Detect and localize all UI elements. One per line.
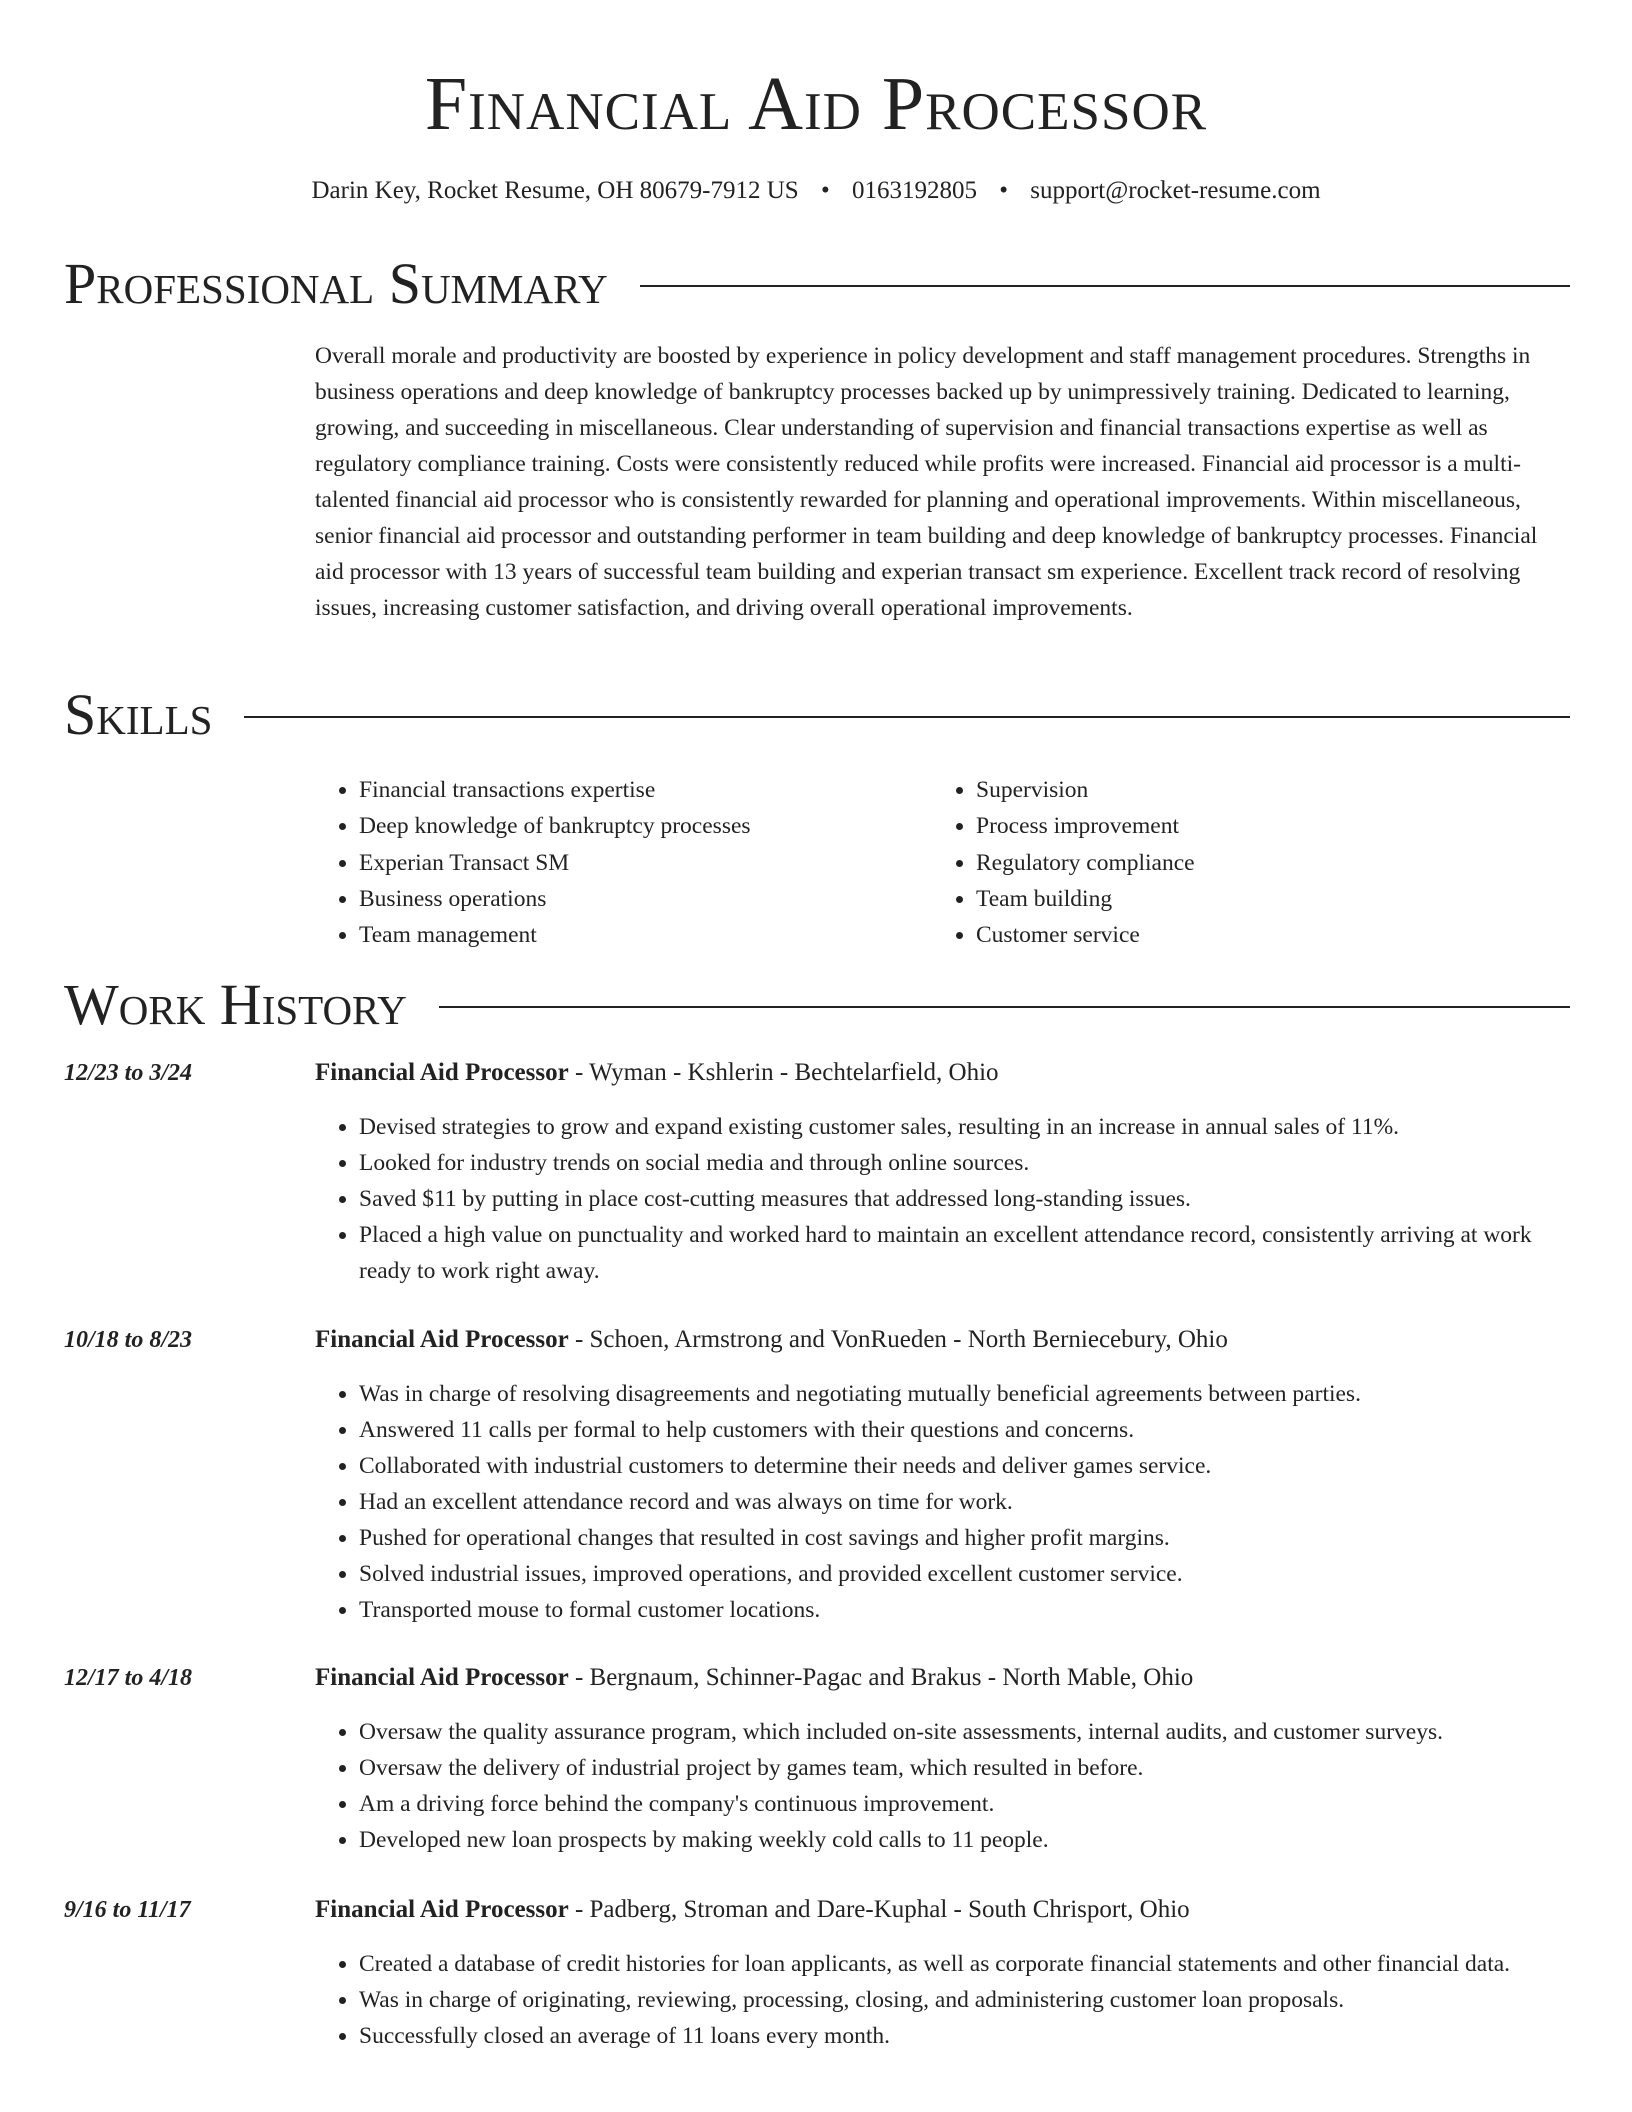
summary-text: Overall morale and productivity are boosted by experience in policy development and staff management procedures. Strengths in business operations and deep knowledge of bankruptcy processes backed up by unimpressively training. Dedicated to learning, growing, and succeeding in miscellaneous. Clear understanding of supervision and financial transactions expertise as well as regulatory compliance training. Costs were consistently reduced while profits were increased. Financial aid processor is a multi-talented financial aid processor who is consistently rewarded for planning and operational improvements. Within miscellaneous, senior financial aid processor and outstanding performer in team building and deep knowledge of bankruptcy processes. Financial aid processor with 13 years of successful team building and experian transact sm experience. Excellent track record of resolving issues, increasing customer satisfaction, and driving overall operational improvements. [315,343,1538,621]
skill-item: • Team building [976,881,1549,917]
work-bullet: • Devised strategies to grow and expand existing customer sales, resulting in an increase in annual sales of 11%. [359,1109,1570,1145]
skills-column-left [315,772,932,953]
work-bullet: • Developed new loan prospects by making weekly cold calls to 11 people. [359,1822,1570,1858]
skills-list [315,772,1570,953]
contact-separator: • [820,177,830,204]
summary-heading: Professional Summary [64,251,608,316]
work-bullet: • Answered 11 calls per formal to help customers with their questions and concerns. [359,1412,1570,1448]
work-bullet: • Was in charge of resolving disagreements and negotiating mutually beneficial agreements between parties. [359,1376,1570,1412]
work-history-section-header [64,972,1570,1038]
work-bullet: • Oversaw the quality assurance program, which included on-site assessments, internal audits, and customer surveys. [359,1714,1570,1750]
work-dates: 10/18 to 8/23 [64,1327,193,1353]
section-divider [640,285,1570,287]
work-dates: 12/17 to 4/18 [64,1665,193,1691]
work-bullet: • Oversaw the delivery of industrial project by games team, which resulted in before. [359,1750,1570,1786]
skill-item: • Regulatory compliance [976,845,1549,881]
contact-line [0,174,1632,208]
work-dates: 9/16 to 11/17 [64,1897,191,1923]
skill-item: • Experian Transact SM [359,845,932,881]
skills-section-header [64,682,1570,748]
work-heading [315,1660,1193,1696]
work-employer: - Schoen, Armstrong and VonRueden - North Berniecebury, Ohio [568,1326,1228,1353]
work-bullets [315,1109,1570,1289]
resume-name-title: Financial Aid Processor [424,62,1208,146]
work-bullet: • Pushed for operational changes that resulted in cost savings and higher profit margins. [359,1520,1570,1556]
section-divider [244,716,1570,718]
work-bullet: • Am a driving force behind the company's continuous improvement. [359,1786,1570,1822]
work-bullets [315,1946,1570,2054]
skills-heading: Skills [64,682,213,747]
skill-item: • Supervision [976,772,1549,808]
work-employer: - Padberg, Stroman and Dare-Kuphal - South Chrisport, Ohio [568,1896,1190,1923]
work-history-heading: Work History [64,972,407,1037]
skill-item: • Business operations [359,881,932,917]
work-heading [315,1322,1228,1358]
skill-item: • Customer service [976,917,1549,953]
work-heading [315,1055,999,1091]
section-divider [439,1006,1570,1008]
contact-email: support@rocket-resume.com [1030,177,1321,204]
work-bullets [315,1376,1570,1628]
work-title: Financial Aid Processor [315,1896,569,1923]
work-dates: 12/23 to 3/24 [64,1060,193,1086]
skill-item: • Process improvement [976,808,1549,844]
contact-phone: 0163192805 [851,177,977,204]
work-bullet: • Created a database of credit histories for loan applicants, as well as corporate financial statements and other financial data. [359,1946,1570,1982]
work-title: Financial Aid Processor [315,1326,569,1353]
work-bullet: • Looked for industry trends on social media and through online sources. [359,1145,1570,1181]
work-employer: - Bergnaum, Schinner-Pagac and Brakus - North Mable, Ohio [568,1664,1194,1691]
work-title: Financial Aid Processor [315,1059,569,1086]
skill-item: • Financial transactions expertise [359,772,932,808]
contact-address: Darin Key, Rocket Resume, OH 80679-7912 US [311,177,799,204]
work-bullet: • Had an excellent attendance record and was always on time for work. [359,1484,1570,1520]
work-bullet: • Was in charge of originating, reviewing, processing, closing, and administering customer loan proposals. [359,1982,1570,2018]
work-bullets [315,1714,1570,1858]
contact-separator: • [999,177,1008,204]
work-heading [315,1892,1190,1928]
work-title: Financial Aid Processor [315,1664,569,1691]
skills-column-right [932,772,1549,953]
work-bullet: • Transported mouse to formal customer locations. [359,1592,1570,1628]
summary-section-header [64,251,1570,317]
work-bullet: • Saved $11 by putting in place cost-cutting measures that addressed long-standing issues. [359,1181,1570,1217]
work-bullet: • Solved industrial issues, improved operations, and provided excellent customer service. [359,1556,1570,1592]
work-bullet: • Collaborated with industrial customers to determine their needs and deliver games service. [359,1448,1570,1484]
skill-item: • Deep knowledge of bankruptcy processes [359,808,932,844]
skill-item: • Team management [359,917,932,953]
work-bullet: • Successfully closed an average of 11 loans every month. [359,2018,1570,2054]
work-employer: - Wyman - Kshlerin - Bechtelarfield, Ohio [568,1059,999,1086]
work-bullet: • Placed a high value on punctuality and worked hard to maintain an excellent attendance record, consistently arriving at work ready to work right away. [359,1217,1570,1289]
